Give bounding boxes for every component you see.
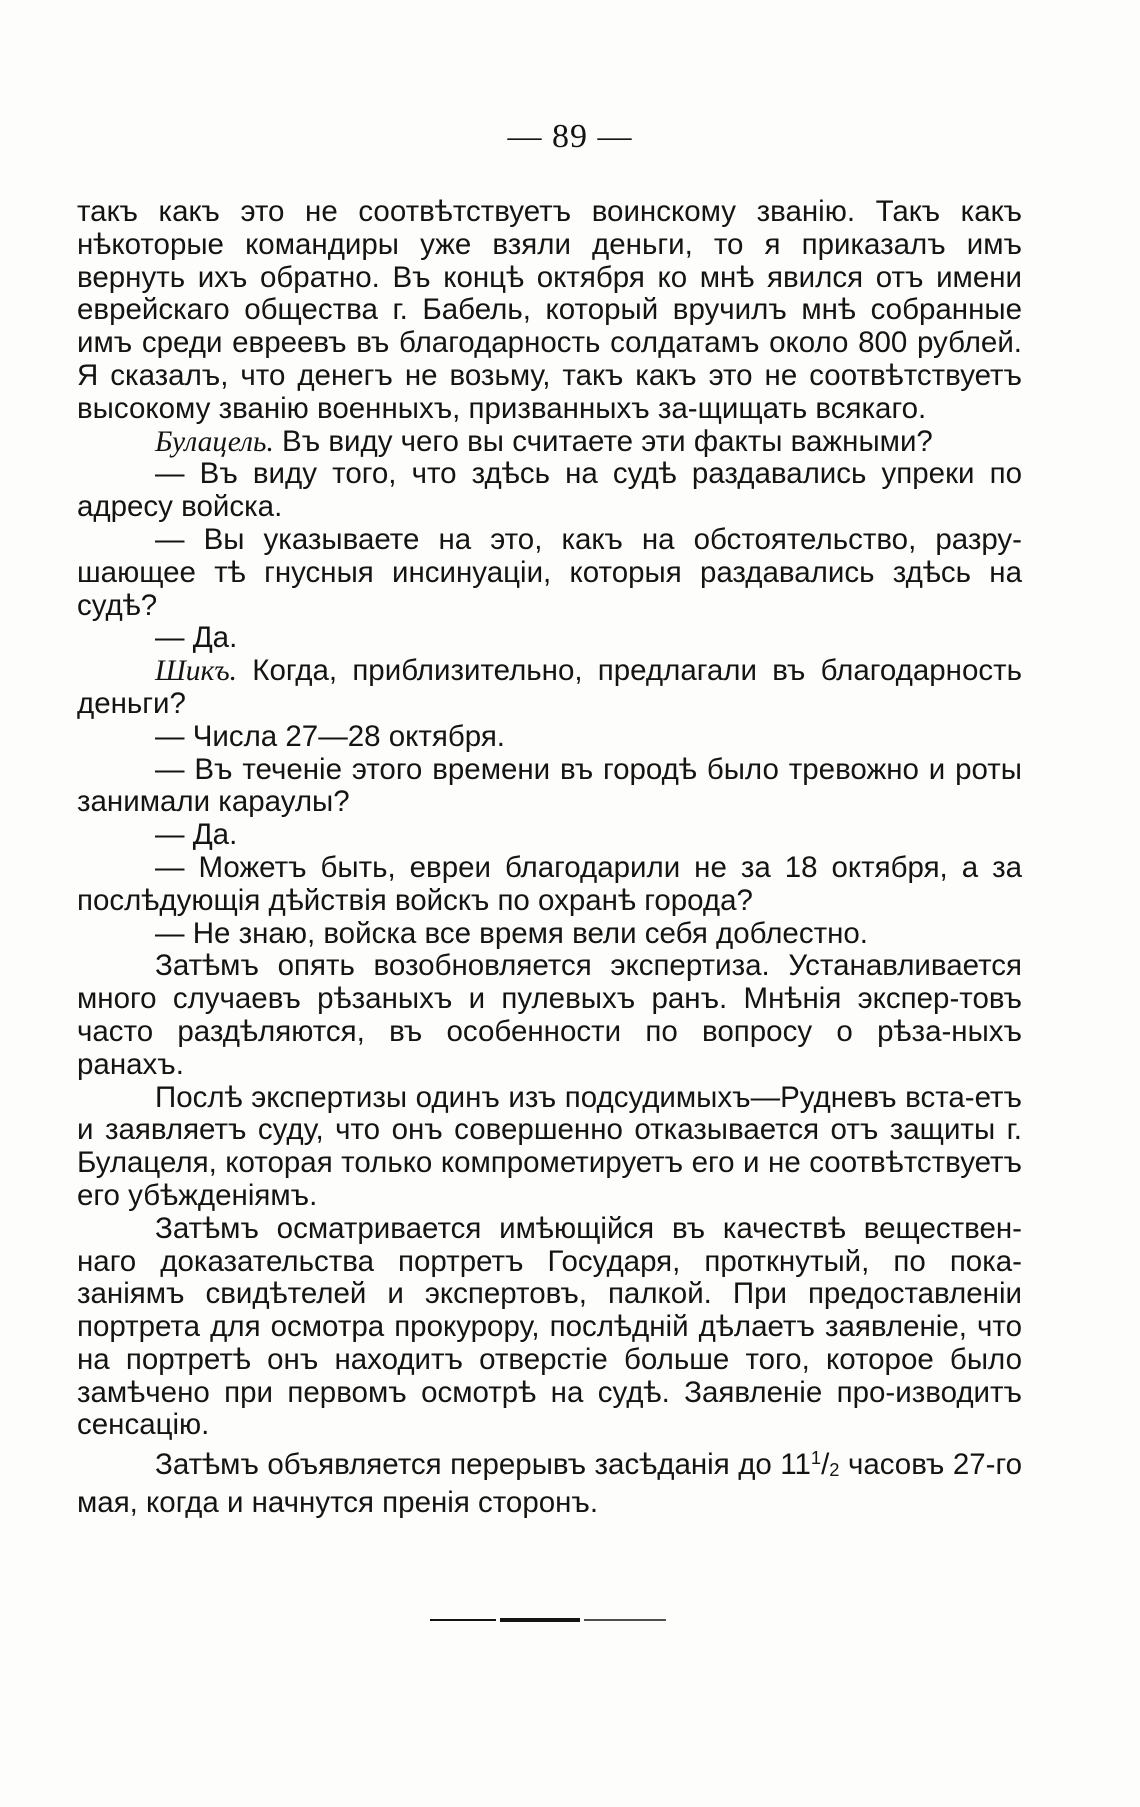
paragraph: — Въ теченіе этого времени въ городѣ было тревожно и роты занимали караулы? <box>77 752 1022 819</box>
fraction-denominator: 2 <box>829 1459 840 1481</box>
end-rule-divider <box>430 1617 666 1623</box>
paragraph: — Вы указываете на это, какъ на обстоятельство, разру-шающее тѣ гнусныя инсинуаціи, которыя раздавались здѣсь на судѣ? <box>77 522 1022 622</box>
paragraph: — Можетъ быть, евреи благодарили не за 18 октября, а за послѣдующія дѣйствія войскъ по охранѣ города? <box>77 850 1022 917</box>
body-text <box>77 196 1022 1520</box>
paragraph: — Числа 27—28 октября. <box>155 719 505 753</box>
paragraph: Послѣ экспертизы одинъ изъ подсудимыхъ—Рудневъ вста-етъ и заявляетъ суду, что онъ совершенно отказывается отъ защиты г. Булацеля, которая только компрометируетъ его и не соотвѣтствуетъ его убѣжденіямъ. <box>77 1080 1022 1212</box>
fraction-slash: / <box>821 1448 830 1482</box>
paragraph <box>77 426 1022 459</box>
paragraph <box>77 1442 1022 1519</box>
page-number: — 89 — <box>507 118 633 155</box>
paragraph-text: Затѣмъ объявляется перерывъ засѣданія до 11 <box>155 1448 811 1482</box>
paragraph: такъ какъ это не соотвѣтствуетъ воинскому званію. Такъ какъ нѣкоторые командиры уже взяли деньги, то я приказалъ имъ вернуть ихъ обратно. Въ концѣ октября ко мнѣ явился отъ имени еврейскаго общества г. Бабель, который вручилъ мнѣ собранные имъ среди евреевъ въ благодарность солдатамъ около 800 рублей. Я сказалъ, что денегъ не возьму, такъ какъ это не соотвѣтствуетъ высокому званію военныхъ, призванныхъ за-щищать всякаго. <box>77 195 1022 425</box>
paragraph <box>77 655 1022 721</box>
fraction-numerator: 1 <box>810 1447 822 1469</box>
paragraph: — Да. <box>155 818 238 852</box>
paragraph-text: Въ виду чего вы считаете эти факты важными? <box>273 424 933 458</box>
paragraph: — Да. <box>155 621 238 655</box>
speaker-name: Булацель. <box>155 425 274 458</box>
paragraph-text: часовъ 27-го мая, когда и начнутся пренія сторонъ. <box>77 1448 1022 1519</box>
paragraph: — Не знаю, войска все время вели себя доблестно. <box>155 916 868 950</box>
speaker-name: Шикъ. <box>155 655 238 688</box>
paragraph: Затѣмъ опять возобновляется экспертиза. Устанавливается много случаевъ рѣзаныхъ и пулевыхъ ранъ. Мнѣнія экспер-товъ часто раздѣляются, въ особенности по вопросу о рѣза-ныхъ ранахъ. <box>77 949 1022 1081</box>
paragraph: — Въ виду того, что здѣсь на судѣ раздавались упреки по адресу войска. <box>77 457 1022 524</box>
paragraph: Затѣмъ осматривается имѣющійся въ качествѣ веществен-наго доказательства портретъ Государя, проткнутый, по пока-заніямъ свидѣтелей и экспертовъ, палкой. При предоставленіи портрета для осмотра прокурору, послѣдній дѣлаетъ заявленіе, что на портретѣ онъ находитъ отверстіе больше того, которое было замѣчено при первомъ осмотрѣ на судѣ. Заявленіе про-изводитъ сенсацію. <box>77 1211 1022 1442</box>
paragraph-text: Когда, приблизительно, предлагали въ благодарность деньги? <box>77 654 1022 720</box>
